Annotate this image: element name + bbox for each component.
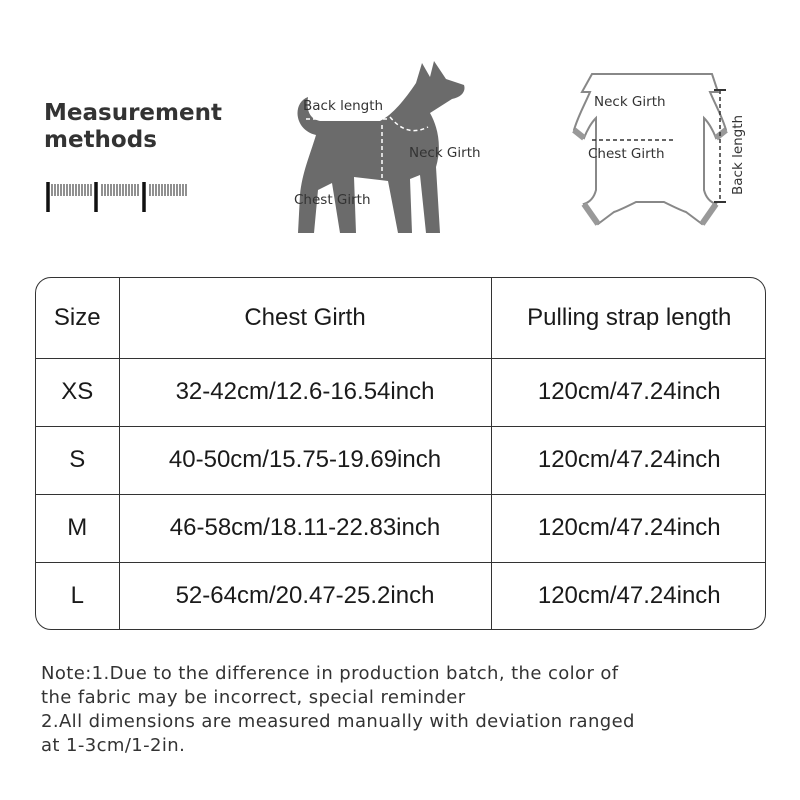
dog-neck-girth-label: Neck Girth	[409, 145, 481, 161]
notes-block	[41, 662, 761, 758]
header-chest-girth: Chest Girth	[119, 278, 491, 359]
chest-girth-cell: 52-64cm/20.47-25.2inch	[119, 562, 491, 629]
heading-line-2: methods	[44, 127, 157, 153]
size-cell: L	[36, 562, 119, 629]
chest-girth-cell: 32-42cm/12.6-16.54inch	[119, 359, 491, 427]
measurement-heading	[44, 100, 222, 154]
shirt-measurement-diagram	[540, 62, 780, 252]
shirt-chest-girth-label: Chest Girth	[588, 146, 665, 162]
size-table	[35, 277, 766, 630]
size-cell: S	[36, 426, 119, 494]
header-size: Size	[36, 278, 119, 359]
note-line: the fabric may be incorrect, special reminder	[41, 687, 466, 708]
strap-length-cell: 120cm/47.24inch	[491, 562, 766, 629]
table-header-row	[36, 278, 766, 359]
dog-measurement-diagram	[280, 55, 520, 245]
header-pulling-strap-length: Pulling strap length	[491, 278, 766, 359]
ruler-icon	[44, 178, 194, 218]
table-row	[36, 426, 766, 494]
strap-length-cell: 120cm/47.24inch	[491, 426, 766, 494]
note-line: 2.All dimensions are measured manually with deviation ranged	[41, 711, 635, 732]
table-row	[36, 562, 766, 629]
strap-length-cell: 120cm/47.24inch	[491, 494, 766, 562]
shirt-neck-girth-label: Neck Girth	[594, 94, 666, 110]
strap-length-cell: 120cm/47.24inch	[491, 359, 766, 427]
dog-chest-girth-label: Chest Girth	[294, 192, 371, 208]
chest-girth-cell: 46-58cm/18.11-22.83inch	[119, 494, 491, 562]
table-row	[36, 494, 766, 562]
table-row	[36, 359, 766, 427]
note-line: Note:1.Due to the difference in production batch, the color of	[41, 663, 619, 684]
shirt-back-length-label: Back length	[730, 114, 746, 195]
chest-girth-cell: 40-50cm/15.75-19.69inch	[119, 426, 491, 494]
size-cell: XS	[36, 359, 119, 427]
heading-line-1: Measurement	[44, 100, 222, 126]
dog-back-length-label: Back length	[303, 98, 384, 114]
size-cell: M	[36, 494, 119, 562]
note-line: at 1-3cm/1-2in.	[41, 735, 186, 756]
